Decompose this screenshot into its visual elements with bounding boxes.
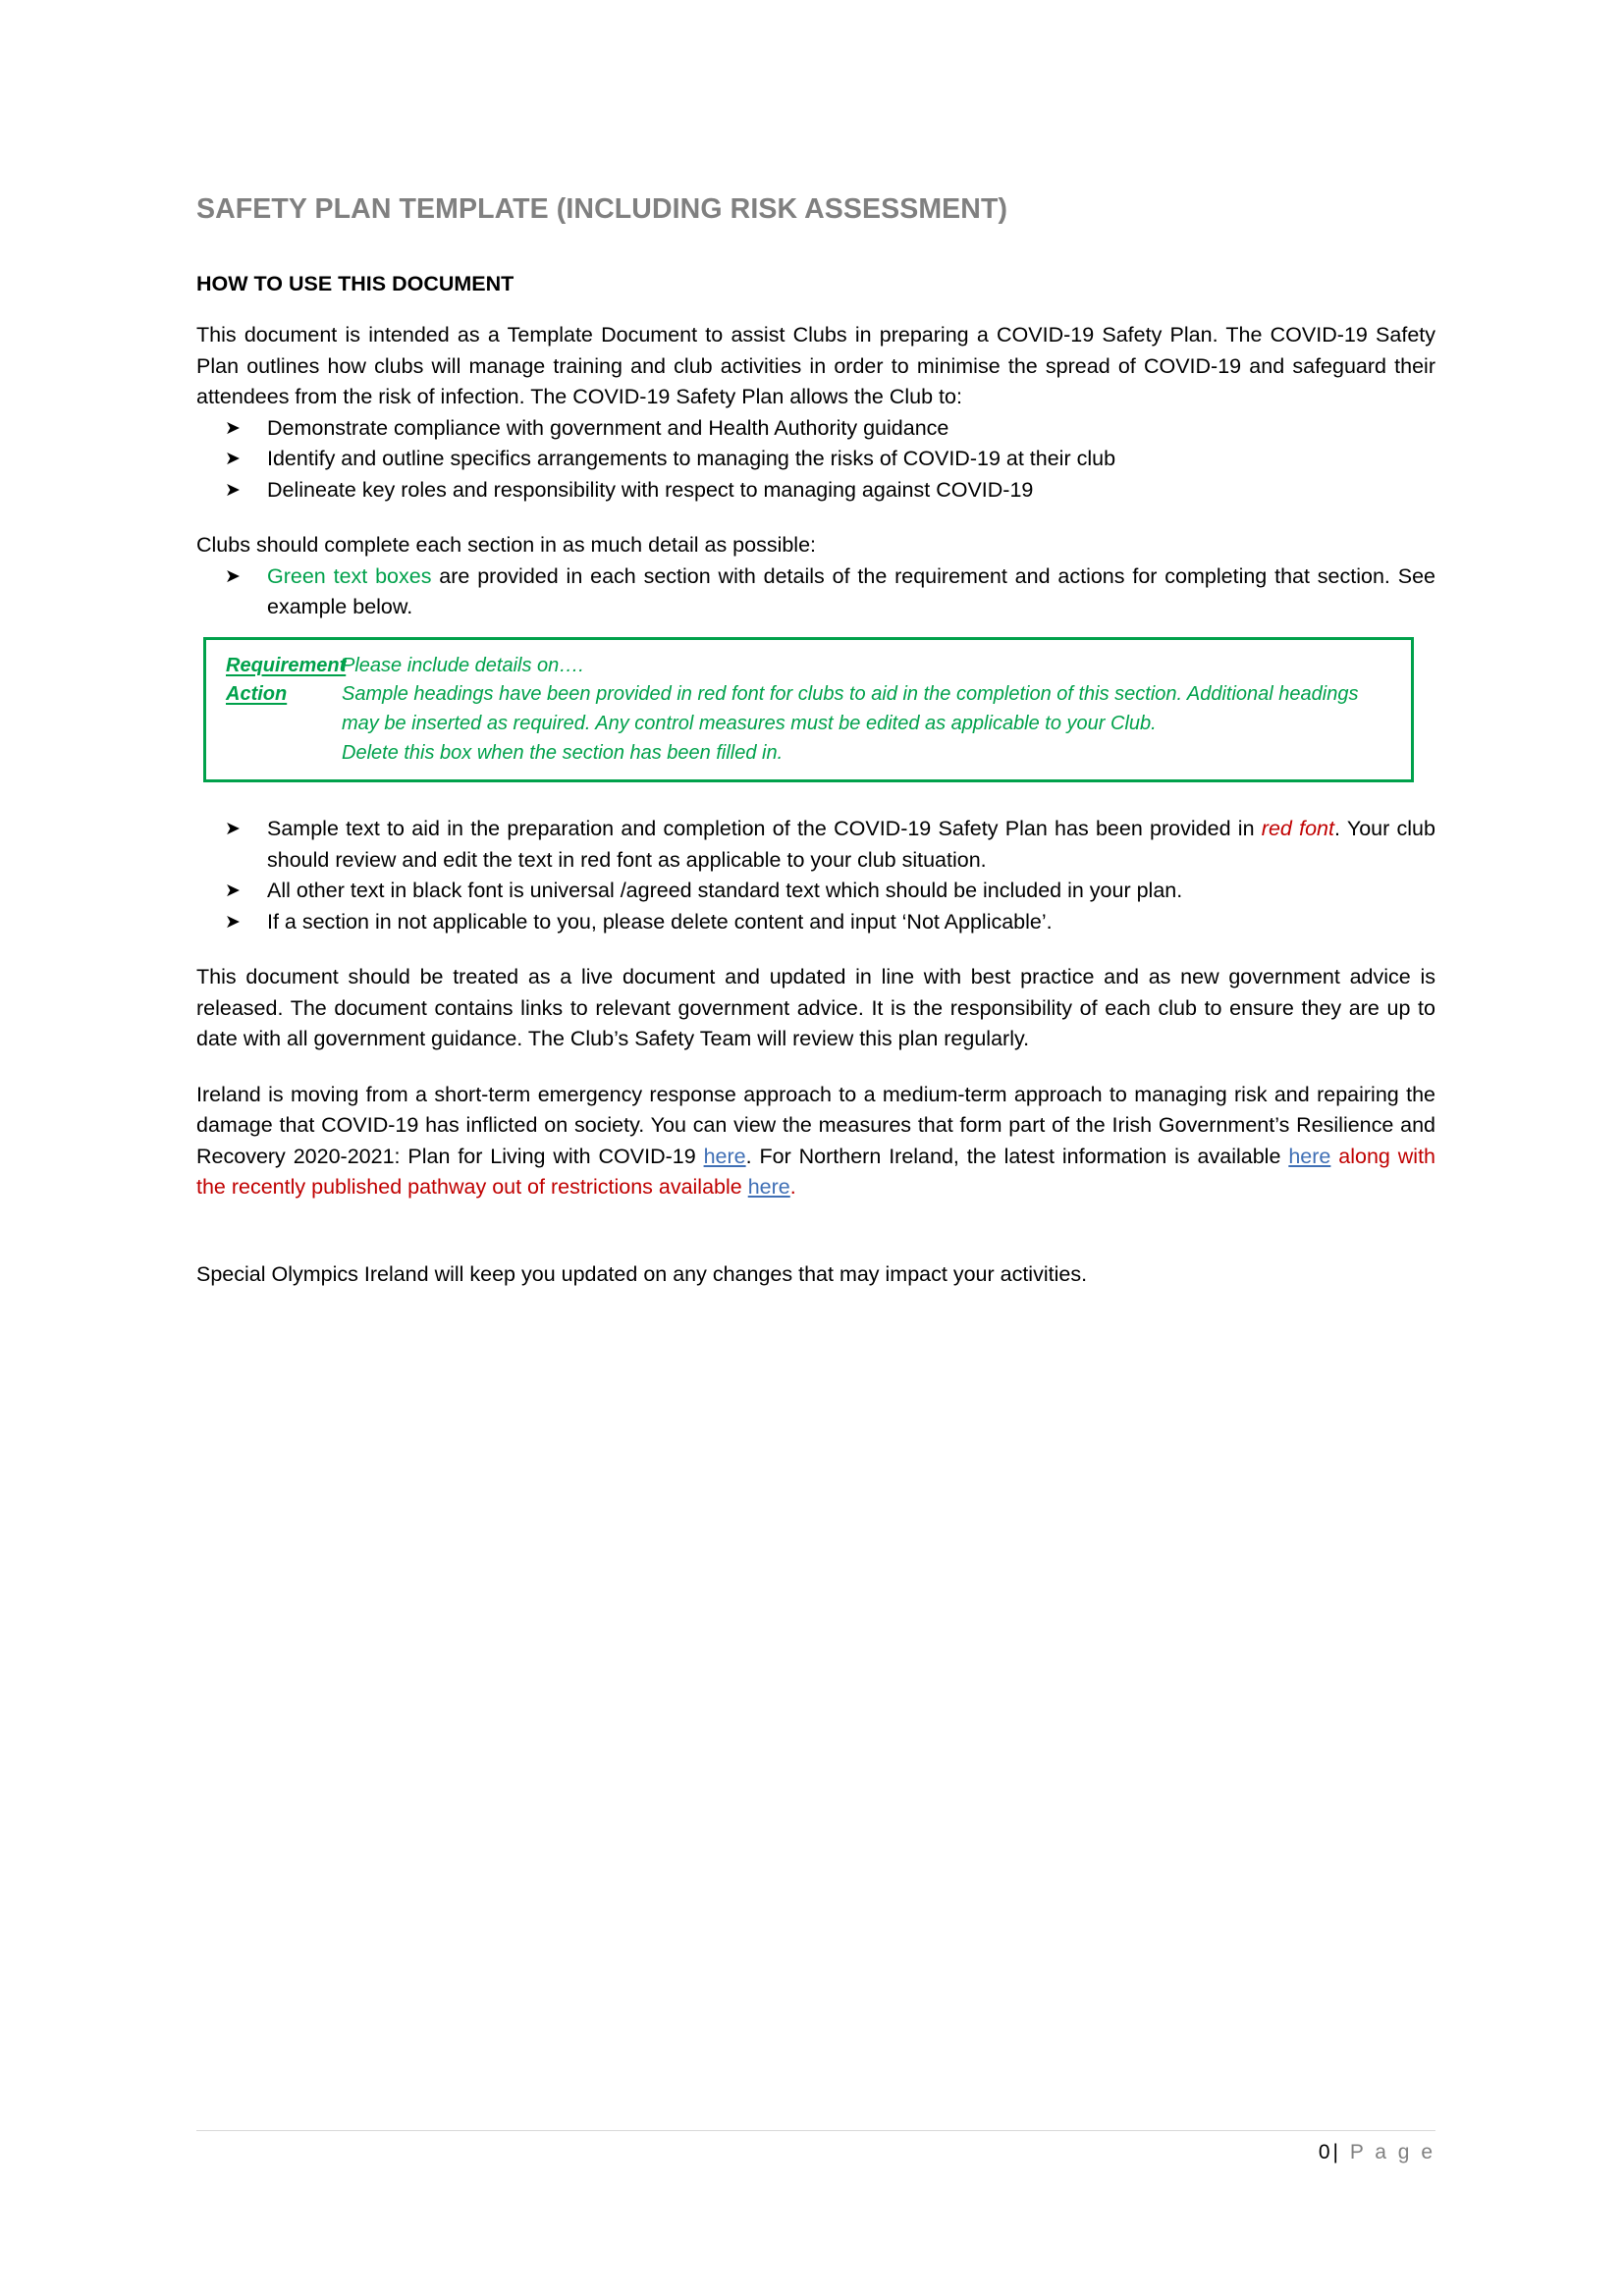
complete-sections-intro: Clubs should complete each section in as much detail as possible: [196,533,817,558]
page-footer [196,2130,1435,2164]
footer-page-indicator [196,2131,1435,2164]
green-bullet-rest: are provided in each section with details of the requirement and actions for completing that section. See example below. [267,563,1435,619]
list-item-label: All other text in black font is universal /agreed standard text which should be included in your plan. [267,879,1183,903]
green-text-boxes-label: Green text boxes [267,563,432,588]
purpose-bullet-list [196,413,1435,506]
spacer [196,782,1435,814]
ireland-paragraph [196,1055,1435,1203]
link-here-living-with-covid[interactable]: here [703,1144,746,1168]
list-item-label: If a section in not applicable to you, please delete content and input ‘Not Applicable’. [267,909,1053,934]
page-title: SAFETY PLAN TEMPLATE (INCLUDING RISK ASSESSMENT) [196,193,1008,225]
list-item [196,475,1435,506]
closing-paragraph: Special Olympics Ireland will keep you updated on any changes that may impact your activities. [196,1261,1088,1286]
list-item [196,561,1435,623]
ireland-part-1: Ireland is moving from a short-term emergency response approach to a medium-term approach to managing risk and repairing the damage that COVID-19 has inflicted on society. You can view the measures that form part of the Irish Government’s Resilience and Recovery 2020-2021: Plan for Living with COVID-19 [196,1082,1435,1168]
arrow-bullet-icon: ➤ [225,910,241,933]
action-text-1: Sample headings have been provided in red font for clubs to aid in the completion of this section. Additional headings may be inserted as required. Any control measures must be edited as applicable to your Club. [342,683,1359,735]
requirement-action-box [203,637,1414,782]
footer-page-word: P a g e [1349,2141,1435,2163]
arrow-bullet-icon: ➤ [225,880,241,902]
list-item-label: Demonstrate compliance with government and Health Authority guidance [267,415,949,440]
arrow-bullet-icon: ➤ [225,448,241,470]
list-item [196,814,1435,876]
footer-page-number: 0 [1318,2141,1333,2163]
list-item [196,876,1435,906]
arrow-bullet-icon: ➤ [225,478,241,501]
footer-separator: | [1332,2141,1341,2163]
spacer [196,1203,1435,1235]
usage-bullet-1-post: . Your club should review and edit the text in red font as applicable to your club situation. [267,817,1435,872]
list-item [196,444,1435,474]
green-box-explanation-list [196,561,1435,623]
green-box-body [342,652,1411,768]
live-document-paragraph: This document should be treated as a live document and updated in line with best practice and as new government advice is released. The document contains links to relevant government advice. It is the responsibility of each club to ensure they are up to date with all government guidance. The Club’s Safety Team will review this plan regularly. [196,965,1435,1051]
red-font-emphasis: red font [1261,817,1334,841]
action-text-2: Delete this box when the section has been filled in. [342,741,784,764]
arrow-bullet-icon: ➤ [225,564,241,587]
intro-paragraph: This document is intended as a Template Document to assist Clubs in preparing a COVID-19 Safety Plan. The COVID-19 Safety Plan outlines how clubs will manage training and club activities in order to minimise the spread of COVID-19 and safeguard their attendees from the risk of infection. The COVID-19 Safety Plan allows the Club to: [196,323,1435,409]
ireland-part-4-red: . [789,1175,796,1200]
link-here-northern-ireland[interactable]: here [1288,1144,1331,1168]
document-content [196,0,1435,1290]
list-item-label: Delineate key roles and responsibility with respect to managing against COVID-19 [267,477,1034,502]
list-item [196,907,1435,937]
link-here-pathway-out-of-restrictions[interactable]: here [747,1175,790,1200]
usage-bullet-list [196,814,1435,937]
arrow-bullet-icon: ➤ [225,416,241,439]
ireland-part-3-red: along with the recently published pathway out of restrictions available [196,1144,1435,1200]
requirement-label: Requirement [226,654,347,676]
green-box-labels [206,652,347,710]
arrow-bullet-icon: ➤ [225,818,241,840]
list-item [196,413,1435,444]
section-heading-how-to-use: HOW TO USE THIS DOCUMENT [196,271,514,295]
ireland-part-2: . For Northern Ireland, the latest information is available [745,1144,1289,1168]
list-item-label: Identify and outline specifics arrangements to managing the risks of COVID-19 at their club [267,447,1116,471]
action-label: Action [226,683,288,706]
requirement-text: Please include details on…. [342,654,584,676]
requirement-row [206,652,1411,768]
usage-bullet-1-pre: Sample text to aid in the preparation and completion of the COVID-19 Safety Plan has been provided in [267,817,1262,841]
